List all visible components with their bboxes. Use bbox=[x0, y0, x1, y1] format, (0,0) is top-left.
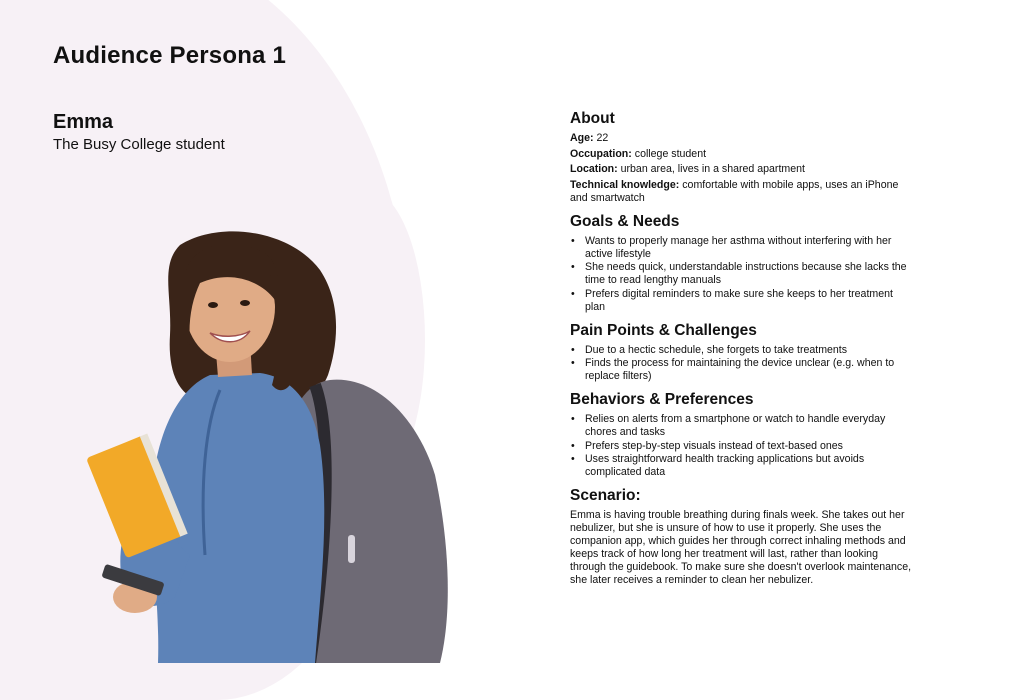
behaviors-heading: Behaviors & Preferences bbox=[570, 391, 754, 408]
occupation-field: Occupation: college student bbox=[570, 147, 707, 160]
list-item: • Prefers step-by-step visuals instead of text-based ones bbox=[570, 440, 915, 453]
list-item: • Wants to properly manage her asthma without interfering with her active lifestyle bbox=[570, 235, 915, 261]
persona-role: The Busy College student bbox=[53, 136, 225, 153]
list-item: • She needs quick, understandable instructions because she lacks the time to read lengthy manuals bbox=[570, 261, 915, 287]
backpack-zipper bbox=[348, 535, 355, 563]
technical-knowledge-field: Technical knowledge: comfortable with mobile apps, uses an iPhone and smartwatch bbox=[570, 178, 899, 204]
pain-points-heading: Pain Points & Challenges bbox=[570, 321, 757, 339]
goals-heading: Goals & Needs bbox=[570, 212, 680, 230]
pain-points-section bbox=[570, 322, 915, 384]
persona-name: Emma bbox=[53, 111, 114, 133]
age-field: Age: 22 bbox=[570, 132, 609, 144]
list-item: • Prefers digital reminders to make sure she keeps to her treatment plan bbox=[570, 288, 915, 314]
scenario-text: Emma is having trouble breathing during finals week. She takes out her nebulizer, but she is unsure of how to use it properly. She uses the companion app, which guides her through correct inhaling methods and keeps track of how long her treatment will last, rather than looking through the guidebook. To make sure she doesn't overlook maintenance, she later receives a reminder to clean her nebulizer. bbox=[570, 509, 912, 586]
list-item: • Due to a hectic schedule, she forgets to take treatments bbox=[570, 344, 915, 357]
location-field: Location: urban area, lives in a shared apartment bbox=[570, 163, 805, 175]
persona-details bbox=[570, 110, 915, 595]
scenario-section bbox=[570, 487, 915, 587]
goals-section bbox=[570, 213, 915, 314]
about-section bbox=[570, 110, 915, 205]
persona-photo bbox=[80, 225, 460, 663]
about-heading: About bbox=[570, 110, 615, 127]
list-item: • Relies on alerts from a smartphone or watch to handle everyday chores and tasks bbox=[570, 413, 915, 439]
scenario-heading: Scenario: bbox=[570, 487, 641, 504]
list-item: • Uses straightforward health tracking applications but avoids complicated data bbox=[570, 453, 915, 479]
behaviors-section bbox=[570, 391, 915, 479]
page-title: Audience Persona 1 bbox=[53, 42, 287, 69]
list-item: • Finds the process for maintaining the device unclear (e.g. when to replace filters) bbox=[570, 357, 915, 383]
